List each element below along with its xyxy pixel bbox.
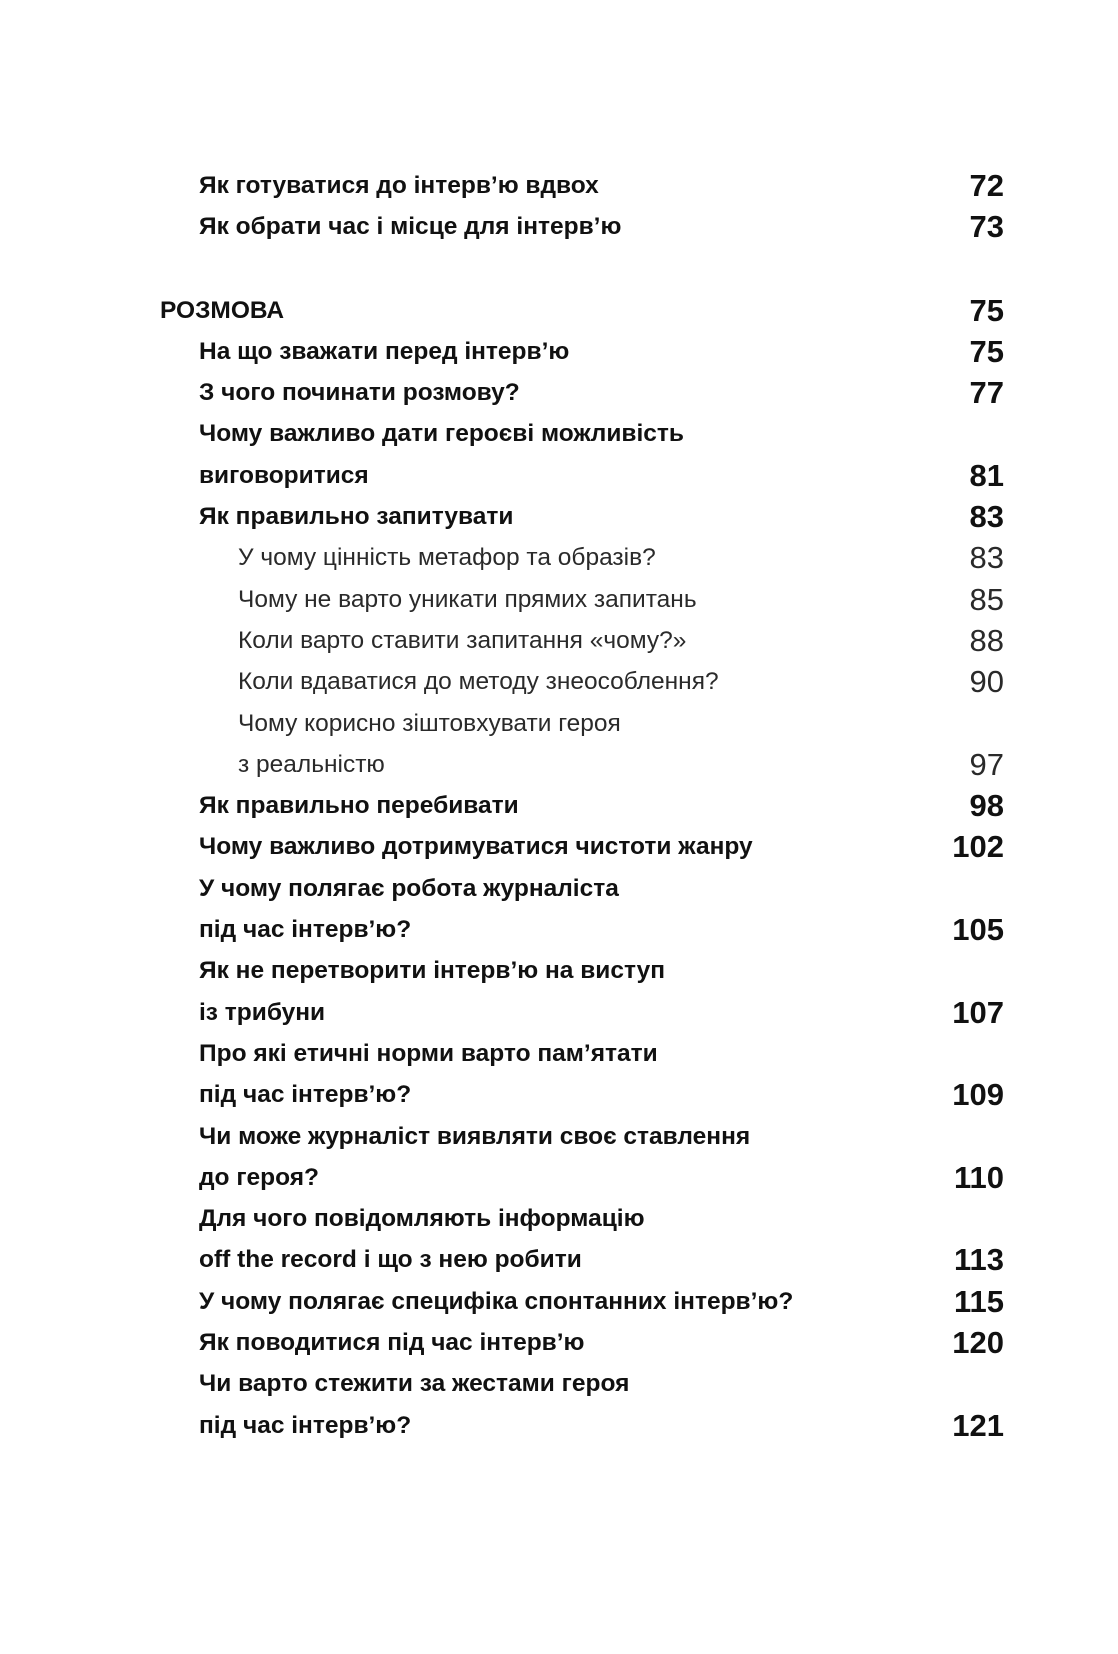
toc-page-number: 102 xyxy=(952,829,1004,865)
toc-entry xyxy=(0,1157,1118,1198)
toc-entry xyxy=(0,1074,1118,1115)
toc-entry xyxy=(0,206,1118,247)
toc-entry-title: до героя? xyxy=(199,1163,320,1191)
toc-entry-title: У чому полягає специфіка спонтанних інтерв’ю? xyxy=(199,1287,794,1315)
toc-entry-title: Чи може журналіст виявляти своє ставлення xyxy=(199,1122,751,1150)
toc-page-number: 115 xyxy=(953,1283,1004,1319)
toc-entry-title: У чому полягає робота журналіста xyxy=(199,874,619,902)
toc-entry-title: У чому цінність метафор та образів? xyxy=(238,544,656,572)
toc-page-number: 98 xyxy=(969,788,1004,824)
toc-page-number: 121 xyxy=(952,1407,1004,1443)
toc-page-number: 75 xyxy=(969,333,1004,369)
toc-entry xyxy=(0,785,1118,826)
toc-entry-title: Коли вдаватися до методу знеособлення? xyxy=(238,668,719,696)
toc-page-number: 88 xyxy=(969,622,1004,658)
toc-entry-title: під час інтерв’ю? xyxy=(199,1081,412,1109)
toc-entry-title: off the record і що з нею робити xyxy=(199,1246,582,1274)
toc-entry-title: З чого починати розмову? xyxy=(199,379,520,407)
toc-page-number: 113 xyxy=(953,1242,1004,1278)
toc-entry xyxy=(0,992,1118,1033)
toc-page-number: 90 xyxy=(969,664,1004,700)
toc-entry xyxy=(0,1198,1118,1239)
toc-entry-title: Як правильно запитувати xyxy=(199,503,514,531)
toc-entry-title: Чи варто стежити за жестами героя xyxy=(199,1370,630,1398)
toc-subentry xyxy=(0,579,1118,620)
toc-entry xyxy=(0,868,1118,909)
toc-entry xyxy=(0,331,1118,372)
toc-subentry xyxy=(0,703,1118,744)
toc-page-number: 81 xyxy=(969,457,1004,493)
toc-entry-title: Як не перетворити інтерв’ю на виступ xyxy=(199,957,666,985)
toc-page-number: 75 xyxy=(969,292,1004,328)
toc-entry-title: Для чого повідомляють інформацію xyxy=(199,1205,645,1233)
toc-entry xyxy=(0,1033,1118,1074)
toc-entry-title: Чому не варто уникати прямих запитань xyxy=(238,585,697,613)
toc-page-number: 77 xyxy=(969,375,1004,411)
toc-page-number: 97 xyxy=(969,746,1004,782)
toc-entry xyxy=(0,1405,1118,1446)
toc-entry-title: Як поводитися під час інтерв’ю xyxy=(199,1329,585,1357)
toc-entry-title: На що зважати перед інтерв’ю xyxy=(199,337,570,365)
toc-page-number: 110 xyxy=(953,1159,1004,1195)
toc-entry xyxy=(0,496,1118,537)
toc-page-number: 83 xyxy=(969,540,1004,576)
toc-subentry xyxy=(0,620,1118,661)
toc-page-number: 105 xyxy=(952,912,1004,948)
toc-entry xyxy=(0,909,1118,950)
toc-entry-title: Чому корисно зіштовхувати героя xyxy=(238,709,621,737)
toc-page-number: 72 xyxy=(969,168,1004,203)
toc-entry-title: Чому важливо дати героєві можливість xyxy=(199,420,684,448)
toc-page-number: 107 xyxy=(952,994,1004,1030)
toc-entry-title: під час інтерв’ю? xyxy=(199,916,412,944)
toc-entry-title: Коли варто ставити запитання «чому?» xyxy=(238,626,687,654)
toc-subentry xyxy=(0,744,1118,785)
toc-entry-title: Як готуватися до інтерв’ю вдвох xyxy=(199,172,599,199)
toc-page-number: 85 xyxy=(969,581,1004,617)
toc-entry-title: Про які етичні норми варто пам’ятати xyxy=(199,1039,658,1067)
toc-entry-title: з реальністю xyxy=(238,750,385,778)
toc-page-number: 120 xyxy=(952,1325,1004,1361)
table-of-contents xyxy=(0,165,1118,1446)
toc-page-number: 73 xyxy=(969,209,1004,245)
toc-entry xyxy=(0,413,1118,454)
toc-entry xyxy=(0,826,1118,867)
toc-entry xyxy=(0,165,1118,206)
toc-subentry xyxy=(0,661,1118,702)
toc-entry-title: виговоритися xyxy=(199,461,369,489)
toc-subentry xyxy=(0,537,1118,578)
toc-page-number: 83 xyxy=(969,499,1004,535)
toc-entry xyxy=(0,372,1118,413)
toc-entry xyxy=(0,1281,1118,1322)
toc-entry-title: Як правильно перебивати xyxy=(199,792,519,820)
toc-entry-title: РОЗМОВА xyxy=(160,296,285,324)
toc-page-number: 109 xyxy=(952,1077,1004,1113)
toc-section-heading xyxy=(0,290,1118,331)
toc-entry-title: із трибуни xyxy=(199,998,326,1026)
toc-entry xyxy=(0,455,1118,496)
toc-entry xyxy=(0,1239,1118,1280)
toc-entry xyxy=(0,950,1118,991)
toc-entry xyxy=(0,1363,1118,1404)
toc-entry-title: Чому важливо дотримуватися чистоти жанру xyxy=(199,833,753,861)
toc-entry-title: Як обрати час і місце для інтерв’ю xyxy=(199,213,622,241)
toc-entry-title: під час інтерв’ю? xyxy=(199,1411,412,1439)
toc-entry xyxy=(0,1322,1118,1363)
toc-entry xyxy=(0,1116,1118,1157)
